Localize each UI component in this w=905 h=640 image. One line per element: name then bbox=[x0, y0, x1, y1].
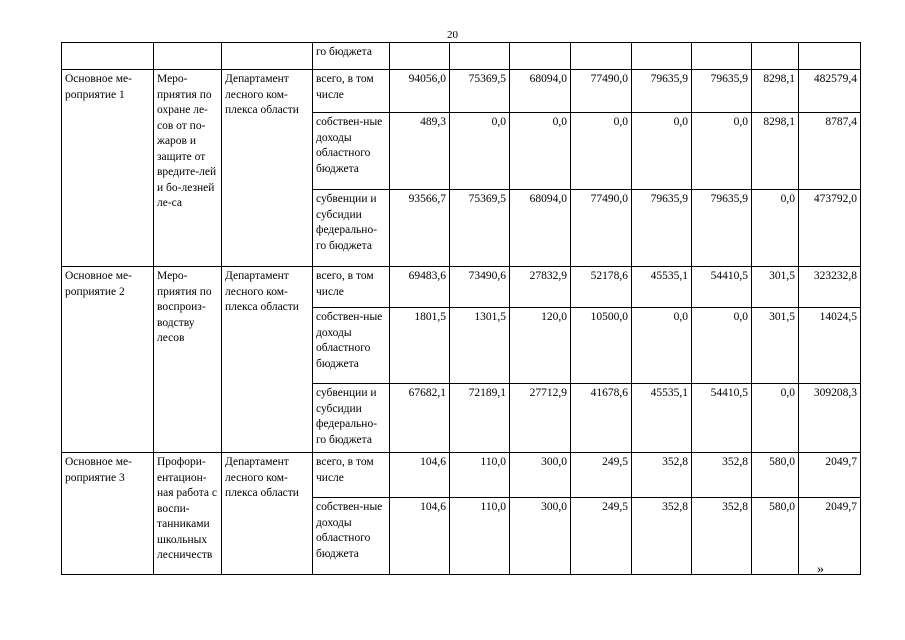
value-cell: 79635,9 bbox=[692, 190, 752, 267]
table-cell bbox=[632, 43, 692, 70]
value-cell: 352,8 bbox=[632, 498, 692, 575]
table-cell bbox=[510, 43, 571, 70]
value-cell: 8787,4 bbox=[799, 113, 861, 190]
value-cell: 300,0 bbox=[510, 453, 571, 498]
value-cell: 72189,1 bbox=[450, 384, 510, 453]
value-cell: 300,0 bbox=[510, 498, 571, 575]
measure-department: Департамент лесного ком-плекса области bbox=[222, 267, 313, 453]
value-cell: 75369,5 bbox=[450, 70, 510, 113]
value-cell: 79635,9 bbox=[632, 190, 692, 267]
value-cell: 0,0 bbox=[632, 308, 692, 384]
value-cell: 352,8 bbox=[692, 498, 752, 575]
value-cell: 473792,0 bbox=[799, 190, 861, 267]
value-cell: 2049,7 bbox=[799, 498, 861, 575]
table-cell bbox=[752, 43, 799, 70]
value-cell: 54410,5 bbox=[692, 267, 752, 308]
value-cell: 10500,0 bbox=[571, 308, 632, 384]
value-cell: 2049,7 bbox=[799, 453, 861, 498]
value-cell: 120,0 bbox=[510, 308, 571, 384]
measure-department: Департамент лесного ком-плекса области bbox=[222, 70, 313, 267]
measure-department: Департамент лесного ком-плекса области bbox=[222, 453, 313, 575]
funding-source-cell: собствен-ные доходы областного бюджета bbox=[313, 308, 390, 384]
value-cell: 14024,5 bbox=[799, 308, 861, 384]
table-cell bbox=[571, 43, 632, 70]
funding-source-cell: всего, в том числе bbox=[313, 70, 390, 113]
value-cell: 0,0 bbox=[692, 113, 752, 190]
value-cell: 27832,9 bbox=[510, 267, 571, 308]
funding-source-cell: всего, в том числе bbox=[313, 267, 390, 308]
funding-source-cell: субвенции и субсидии федерально-го бюджета bbox=[313, 190, 390, 267]
value-cell: 8298,1 bbox=[752, 113, 799, 190]
value-cell: 0,0 bbox=[571, 113, 632, 190]
value-cell: 0,0 bbox=[632, 113, 692, 190]
value-cell: 52178,6 bbox=[571, 267, 632, 308]
value-cell: 0,0 bbox=[510, 113, 571, 190]
value-cell: 68094,0 bbox=[510, 190, 571, 267]
value-cell: 45535,1 bbox=[632, 384, 692, 453]
value-cell: 1301,5 bbox=[450, 308, 510, 384]
value-cell: 68094,0 bbox=[510, 70, 571, 113]
value-cell: 67682,1 bbox=[390, 384, 450, 453]
funding-source-cell: собствен-ные доходы областного бюджета bbox=[313, 498, 390, 575]
value-cell: 301,5 bbox=[752, 308, 799, 384]
funding-source-cell: всего, в том числе bbox=[313, 453, 390, 498]
value-cell: 75369,5 bbox=[450, 190, 510, 267]
value-cell: 489,3 bbox=[390, 113, 450, 190]
measure-description: Меро-приятия по охране ле-сов от по-жаров и защите от вредите-лей и бо-лезней ле-са bbox=[154, 70, 222, 267]
value-cell: 323232,8 bbox=[799, 267, 861, 308]
page-number: 20 bbox=[447, 29, 458, 41]
value-cell: 54410,5 bbox=[692, 384, 752, 453]
value-cell: 104,6 bbox=[390, 498, 450, 575]
table-cell bbox=[799, 43, 861, 70]
measure-name: Основное ме-роприятие 2 bbox=[62, 267, 154, 453]
value-cell: 79635,9 bbox=[632, 70, 692, 113]
table-cell bbox=[450, 43, 510, 70]
value-cell: 352,8 bbox=[632, 453, 692, 498]
value-cell: 0,0 bbox=[692, 308, 752, 384]
budget-table bbox=[61, 42, 861, 575]
value-cell: 482579,4 bbox=[799, 70, 861, 113]
table-cell bbox=[62, 43, 154, 70]
value-cell: 77490,0 bbox=[571, 70, 632, 113]
table-row bbox=[62, 70, 861, 113]
measure-description: Меро-приятия по воспроиз-водству лесов bbox=[154, 267, 222, 453]
value-cell: 73490,6 bbox=[450, 267, 510, 308]
value-cell: 0,0 bbox=[752, 384, 799, 453]
value-cell: 0,0 bbox=[450, 113, 510, 190]
table-cell bbox=[390, 43, 450, 70]
funding-source-cell: собствен-ные доходы областного бюджета bbox=[313, 113, 390, 190]
value-cell: 301,5 bbox=[752, 267, 799, 308]
value-cell: 580,0 bbox=[752, 453, 799, 498]
measure-name: Основное ме-роприятие 1 bbox=[62, 70, 154, 267]
table-cell bbox=[692, 43, 752, 70]
value-cell: 0,0 bbox=[752, 190, 799, 267]
value-cell: 69483,6 bbox=[390, 267, 450, 308]
value-cell: 110,0 bbox=[450, 453, 510, 498]
table-cell bbox=[222, 43, 313, 70]
value-cell: 104,6 bbox=[390, 453, 450, 498]
value-cell: 27712,9 bbox=[510, 384, 571, 453]
continuation-mark: » bbox=[817, 562, 824, 577]
value-cell: 45535,1 bbox=[632, 267, 692, 308]
value-cell: 8298,1 bbox=[752, 70, 799, 113]
value-cell: 580,0 bbox=[752, 498, 799, 575]
measure-name: Основное ме-роприятие 3 bbox=[62, 453, 154, 575]
value-cell: 352,8 bbox=[692, 453, 752, 498]
table-row bbox=[62, 267, 861, 308]
value-cell: 249,5 bbox=[571, 453, 632, 498]
value-cell: 1801,5 bbox=[390, 308, 450, 384]
funding-source-cell: го бюджета bbox=[313, 43, 390, 70]
value-cell: 94056,0 bbox=[390, 70, 450, 113]
table-row bbox=[62, 453, 861, 498]
value-cell: 110,0 bbox=[450, 498, 510, 575]
value-cell: 249,5 bbox=[571, 498, 632, 575]
value-cell: 79635,9 bbox=[692, 70, 752, 113]
funding-source-cell: субвенции и субсидии федерально-го бюджета bbox=[313, 384, 390, 453]
value-cell: 93566,7 bbox=[390, 190, 450, 267]
value-cell: 77490,0 bbox=[571, 190, 632, 267]
table-row bbox=[62, 43, 861, 70]
measure-description: Профори-ентацион-ная работа с воспи-танниками школьных лесничеств bbox=[154, 453, 222, 575]
value-cell: 41678,6 bbox=[571, 384, 632, 453]
value-cell: 309208,3 bbox=[799, 384, 861, 453]
table-cell bbox=[154, 43, 222, 70]
